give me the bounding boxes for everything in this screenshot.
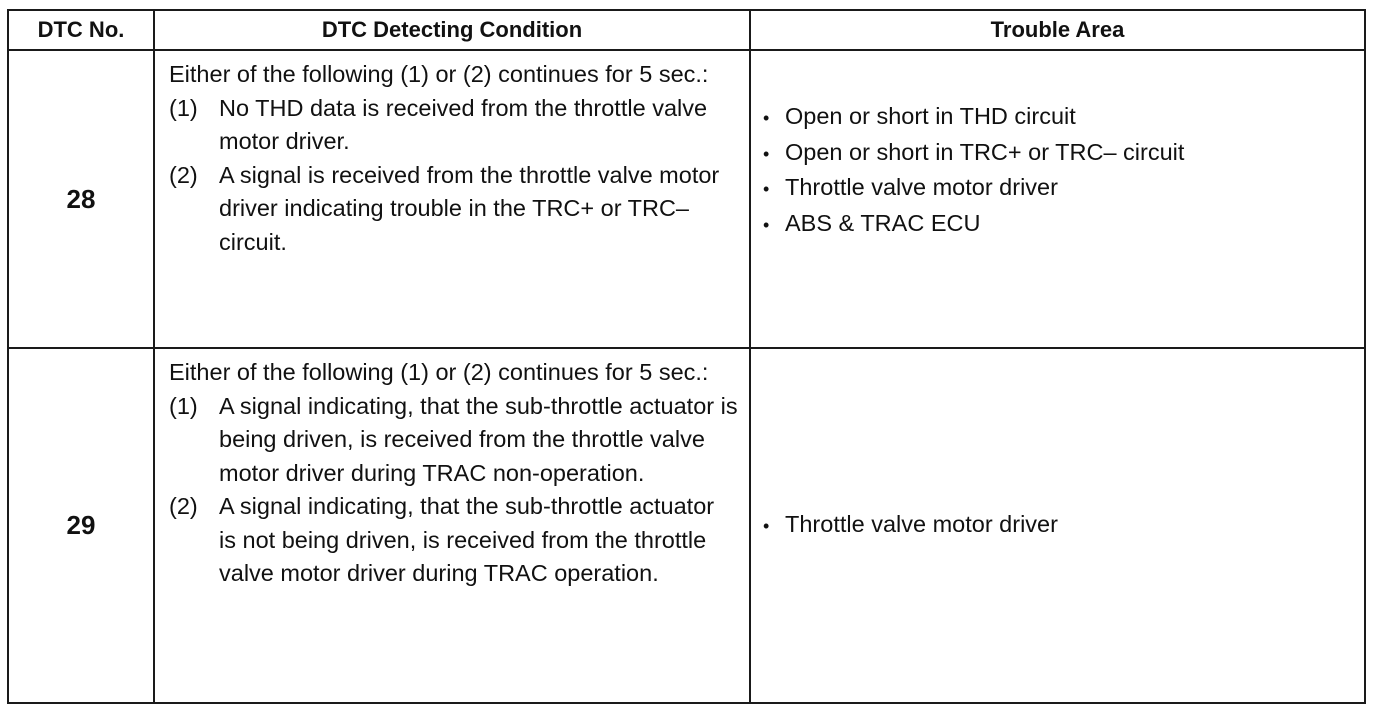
condition-item xyxy=(169,92,739,159)
condition-number: (2) xyxy=(169,161,198,188)
condition-text: A signal is received from the throttle valve motor driver indicating trouble in the TRC+ or TRC– circuit. xyxy=(219,161,720,255)
trouble-area-item xyxy=(763,171,1354,207)
bullet-icon: • xyxy=(763,108,770,128)
dtc-table xyxy=(7,9,1366,704)
condition-item xyxy=(169,390,739,491)
header-dtc-no: DTC No. xyxy=(8,10,154,50)
table-row xyxy=(8,348,1365,703)
trouble-area-text: Throttle valve motor driver xyxy=(785,510,1058,537)
bullet-icon: • xyxy=(763,214,770,235)
condition-intro: Either of the following (1) or (2) continues for 5 sec.: xyxy=(169,359,709,385)
bullet-icon: • xyxy=(763,515,770,536)
header-row xyxy=(8,10,1365,50)
condition-text: A signal indicating, that the sub-throttle actuator is not being driven, is received from the throttle valve motor driver during TRAC operation. xyxy=(219,493,715,586)
trouble-area-item xyxy=(763,136,1354,172)
condition-number: (2) xyxy=(169,493,198,519)
table-row xyxy=(8,50,1365,348)
trouble-area-text: Open or short in TRC+ or TRC– circuit xyxy=(785,138,1185,165)
bullet-icon: • xyxy=(763,143,770,164)
trouble-area-text: Open or short in THD circuit xyxy=(785,103,1076,129)
trouble-area xyxy=(750,348,1365,703)
condition-number: (1) xyxy=(169,94,198,121)
detecting-condition xyxy=(154,348,750,703)
bullet-icon: • xyxy=(763,179,770,199)
condition-text: A signal indicating, that the sub-throttle actuator is being driven, is received from the throttle valve motor driver during TRAC non-operation. xyxy=(219,392,738,486)
dtc-number: 29 xyxy=(8,348,154,703)
trouble-area xyxy=(750,50,1365,348)
condition-item xyxy=(169,490,739,591)
trouble-area-text: Throttle valve motor driver xyxy=(785,174,1058,200)
trouble-area-text: ABS & TRAC ECU xyxy=(785,209,981,236)
trouble-area-list xyxy=(763,508,1354,544)
condition-text: No THD data is received from the throttle valve motor driver. xyxy=(219,94,708,154)
dtc-number: 28 xyxy=(8,50,154,348)
condition-intro: Either of the following (1) or (2) continues for 5 sec.: xyxy=(169,61,709,87)
header-condition: DTC Detecting Condition xyxy=(154,10,750,50)
condition-number: (1) xyxy=(169,392,198,419)
trouble-area-item xyxy=(763,100,1354,136)
header-trouble-area: Trouble Area xyxy=(750,10,1365,50)
detecting-condition xyxy=(154,50,750,348)
trouble-area-item xyxy=(763,508,1354,544)
trouble-area-list xyxy=(763,100,1354,242)
trouble-area-item xyxy=(763,207,1354,243)
condition-item xyxy=(169,159,739,260)
